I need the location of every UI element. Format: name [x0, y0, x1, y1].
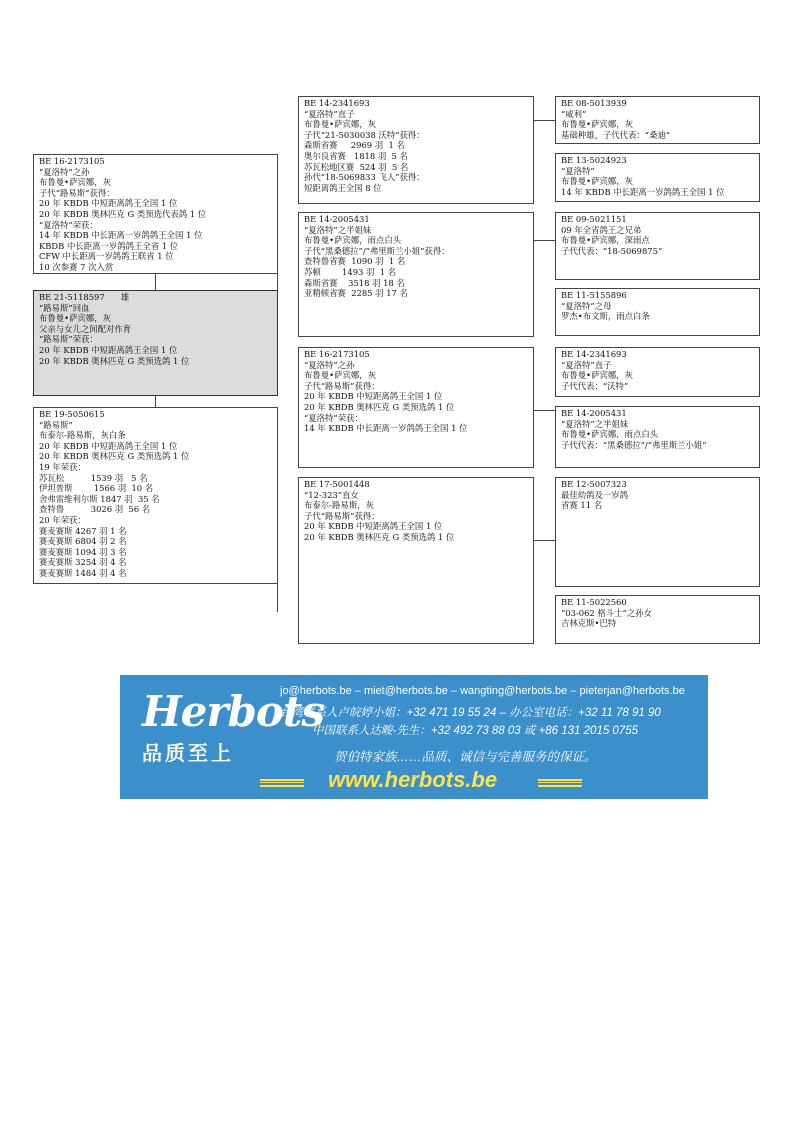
- card-line: BE 16-2173105: [39, 156, 105, 166]
- card-line: “夏洛特”之半姐妹: [304, 224, 372, 235]
- card-line: 子代“21-5030038 沃特”获得：: [304, 129, 425, 140]
- card-line: “威利”: [561, 108, 587, 119]
- card-line: 短距离鸽王全国 8 位: [304, 182, 382, 193]
- card-line: 20 年 KBDB 中短距离鸽王全国 1 位: [304, 521, 443, 532]
- card-line: 吉林克斯•巴特: [561, 618, 617, 629]
- card-line: “路易斯”回血: [39, 302, 90, 313]
- card-line: BE 21-5118597 雄: [39, 292, 130, 302]
- dam-card: [33, 407, 278, 584]
- card-line: 森斯省赛 2969 羽 1 名: [304, 140, 405, 151]
- card-line: 20 年 KBDB 中短距离鸽王全国 1 位: [39, 440, 178, 451]
- card-line: 亚精顿省赛 2285 羽 17 名: [304, 288, 408, 299]
- connector: [533, 540, 555, 541]
- card-line: 森斯省赛 3518 羽 18 名: [304, 277, 405, 288]
- subject-card: [33, 290, 278, 396]
- card-line: 布鲁曼•萨宾娜，灰: [304, 370, 376, 381]
- card-line: 布鲁曼•萨宾娜，雨点白头: [304, 235, 402, 246]
- connector: [533, 120, 555, 121]
- ancestor-card-7: [555, 477, 760, 587]
- card-line: BE 14-2341693: [304, 98, 370, 108]
- card-line: 布鲁曼•萨宾娜，灰: [561, 176, 633, 187]
- card-line: 布泰尔-路易斯，灰: [304, 500, 374, 511]
- card-line: 省赛 11 名: [561, 500, 603, 511]
- card-line: BE 13-5024923: [561, 155, 627, 165]
- card-line: BE 17-5001448: [304, 479, 370, 489]
- card-line: 子代“黑桑德拉”/“弗里斯兰小姐”获得：: [304, 245, 450, 256]
- card-line: BE 14-2005431: [304, 214, 370, 224]
- ancestor-card-5: [555, 347, 760, 397]
- card-line: 苏瓦松 1539 羽 5 名: [39, 472, 148, 483]
- decorative-lines-left: [260, 779, 304, 787]
- dam-dam-card: [298, 477, 534, 644]
- card-line: “路易斯”: [39, 419, 73, 430]
- card-line: 20 年 KBDB 奥林匹克 G 类预选鸽 1 位: [304, 401, 455, 412]
- card-line: “03-062 格斗士”之孙女: [561, 607, 652, 618]
- card-line: “路易斯”荣获：: [39, 334, 98, 345]
- dam-sire-card: [298, 347, 534, 468]
- card-line: BE 11-5022560: [561, 597, 627, 607]
- card-line: 20 年 KBDB 奥林匹克 G 类预选鸽 1 位: [39, 451, 190, 462]
- card-line: 基础种雄，子代代表：“桑迪”: [561, 129, 671, 140]
- ancestor-card-6: [555, 406, 760, 468]
- card-line: 20 年 KBDB 奥林匹克 G 类预选鸽 1 位: [304, 531, 455, 542]
- banner-phone-tw: 台湾联系人卢皖婷小姐：+32 471 19 55 24 – 办公室电话：+32 11 78 91 90: [280, 707, 661, 719]
- card-line: KBDB 中长距离一岁鸽鸽王全省 1 位: [39, 240, 179, 251]
- banner-slogan: 品质至上: [142, 741, 234, 765]
- herbots-logo: Herbots: [142, 687, 324, 736]
- card-line: 赛麦赛斯 4267 羽 1 名: [39, 525, 127, 536]
- card-line: “夏洛特”荣获：: [304, 412, 363, 423]
- card-line: 布泰尔-路易斯，灰白条: [39, 430, 126, 441]
- card-line: BE 08-5013939: [561, 98, 627, 108]
- card-line: “夏洛特”直子: [304, 108, 355, 119]
- card-line: 14 年 KBDB 中长距离一岁鸽鸽王全国 1 位: [304, 423, 468, 434]
- ancestor-card-1: [555, 96, 760, 144]
- card-line: “夏洛特”荣获：: [39, 219, 98, 230]
- banner-phone-cn: 中国联系人达畯-先生：+32 492 73 88 03 或 +86 131 2015 0755: [312, 725, 639, 737]
- card-line: “夏洛特”直子: [561, 359, 612, 370]
- card-line: 布鲁曼•萨宾娜，灰: [39, 177, 111, 188]
- card-line: “夏洛特”: [561, 165, 595, 176]
- connector: [533, 410, 555, 411]
- card-line: 布鲁曼•萨宾娜，灰: [304, 119, 376, 130]
- card-line: 19 年荣获：: [39, 461, 86, 472]
- card-line: 布鲁曼•萨宾娜，灰: [39, 313, 111, 324]
- card-line: BE 19-5050615: [39, 409, 105, 419]
- card-line: 查特鲁 3026 羽 56 名: [39, 504, 151, 515]
- banner-website[interactable]: www.herbots.be: [328, 767, 498, 792]
- ancestor-card-8: [555, 595, 760, 644]
- card-line: 苏顿 1493 羽 1 名: [304, 266, 397, 277]
- card-line: “夏洛特”之孙: [39, 166, 90, 177]
- banner-emails: jo@herbots.be – miet@herbots.be – wangting@herbots.be – pieterjan@herbots.be: [280, 685, 685, 697]
- card-line: BE 14-2005431: [561, 408, 627, 418]
- card-line: 子代代表：“沃特”: [561, 380, 629, 391]
- card-line: BE 14-2341693: [561, 349, 627, 359]
- connector: [533, 240, 555, 241]
- card-line: 孙代“18-5069833 飞人”获得：: [304, 172, 425, 183]
- card-line: 20 年 KBDB 奥林匹克 G 类预选鸽 1 位: [39, 355, 190, 366]
- herbots-banner: [120, 675, 708, 799]
- card-line: 赛麦赛斯 6804 羽 2 名: [39, 536, 127, 547]
- card-line: 最佳幼鸽及一岁鸽: [561, 489, 628, 500]
- card-line: 赛麦赛斯 3254 羽 4 名: [39, 557, 127, 568]
- card-line: 20 年 KBDB 中短距离鸽王全国 1 位: [39, 198, 178, 209]
- card-line: 奥尔良省赛 1818 羽 5 名: [304, 150, 408, 161]
- connector: [155, 274, 156, 290]
- card-line: 布鲁曼•萨宾娜，灰: [561, 370, 633, 381]
- sire-card: [33, 154, 278, 274]
- card-line: 罗杰•布文斯，雨点白条: [561, 311, 650, 322]
- card-line: 布鲁曼•萨宾娜，深雨点: [561, 235, 650, 246]
- card-line: BE 11-5155896: [561, 290, 627, 300]
- card-line: 09 年全省鸽王之兄弟: [561, 224, 642, 235]
- card-line: 子代“路易斯”获得：: [39, 187, 115, 198]
- card-line: 查特鲁省赛 1090 羽 1 名: [304, 256, 406, 267]
- card-line: 赛麦赛斯 1094 羽 3 名: [39, 546, 127, 557]
- card-line: 子代“路易斯”获得：: [304, 510, 380, 521]
- card-line: “夏洛特”之母: [561, 300, 612, 311]
- card-line: 20 年 KBDB 中短距离鸽王全国 1 位: [304, 391, 443, 402]
- card-line: 14 年 KBDB 中长距离一岁鸽鸽王全国 1 位: [561, 186, 725, 197]
- card-line: 子代“路易斯”获得：: [304, 380, 380, 391]
- card-line: 20 年荣获：: [39, 514, 86, 525]
- ancestor-card-3: [555, 212, 760, 280]
- card-line: 子代代表：“黑桑德拉”/“弗里斯兰小姐”: [561, 439, 707, 450]
- card-line: “夏洛特”之半姐妹: [561, 418, 629, 429]
- card-line: 布鲁曼•萨宾娜，雨点白头: [561, 429, 659, 440]
- card-line: 伊坦普斯 1566 羽 10 名: [39, 483, 154, 494]
- card-line: CFW 中长距离一岁鸽鸽王联省 1 位: [39, 251, 174, 262]
- card-line: BE 12-5007323: [561, 479, 627, 489]
- card-line: 布鲁曼•萨宾娜，灰: [561, 119, 633, 130]
- card-line: BE 16-2173105: [304, 349, 370, 359]
- card-line: 父亲与女儿之间配对作育: [39, 323, 132, 334]
- card-line: 20 年 KBDB 奥林匹克 G 类预选代表鸽 1 位: [39, 208, 207, 219]
- ancestor-card-4: [555, 288, 760, 336]
- ancestor-card-2: [555, 153, 760, 202]
- sire-dam-card: [298, 212, 534, 337]
- card-line: BE 09-5021151: [561, 214, 627, 224]
- card-line: 舍弗雷维利尔斯 1847 羽 35 名: [39, 493, 160, 504]
- card-line: 10 次参赛 7 次入赏: [39, 261, 114, 272]
- banner-tagline: 贺伯特家族……品质、诚信与完善服务的保证。: [334, 750, 597, 764]
- card-line: “12-323”直女: [304, 489, 359, 500]
- card-line: 子代代表：“18-5069875”: [561, 245, 663, 256]
- decorative-lines-right: [538, 779, 582, 787]
- card-line: 14 年 KBDB 中长距离一岁鸽鸽王全国 1 位: [39, 230, 203, 241]
- card-line: 赛麦赛斯 1484 羽 4 名: [39, 567, 127, 578]
- card-line: 苏瓦松地区赛 524 羽 5 名: [304, 161, 409, 172]
- sire-sire-card: [298, 96, 534, 204]
- card-line: 20 年 KBDB 中短距离鸽王全国 1 位: [39, 344, 178, 355]
- card-line: “夏洛特”之孙: [304, 359, 355, 370]
